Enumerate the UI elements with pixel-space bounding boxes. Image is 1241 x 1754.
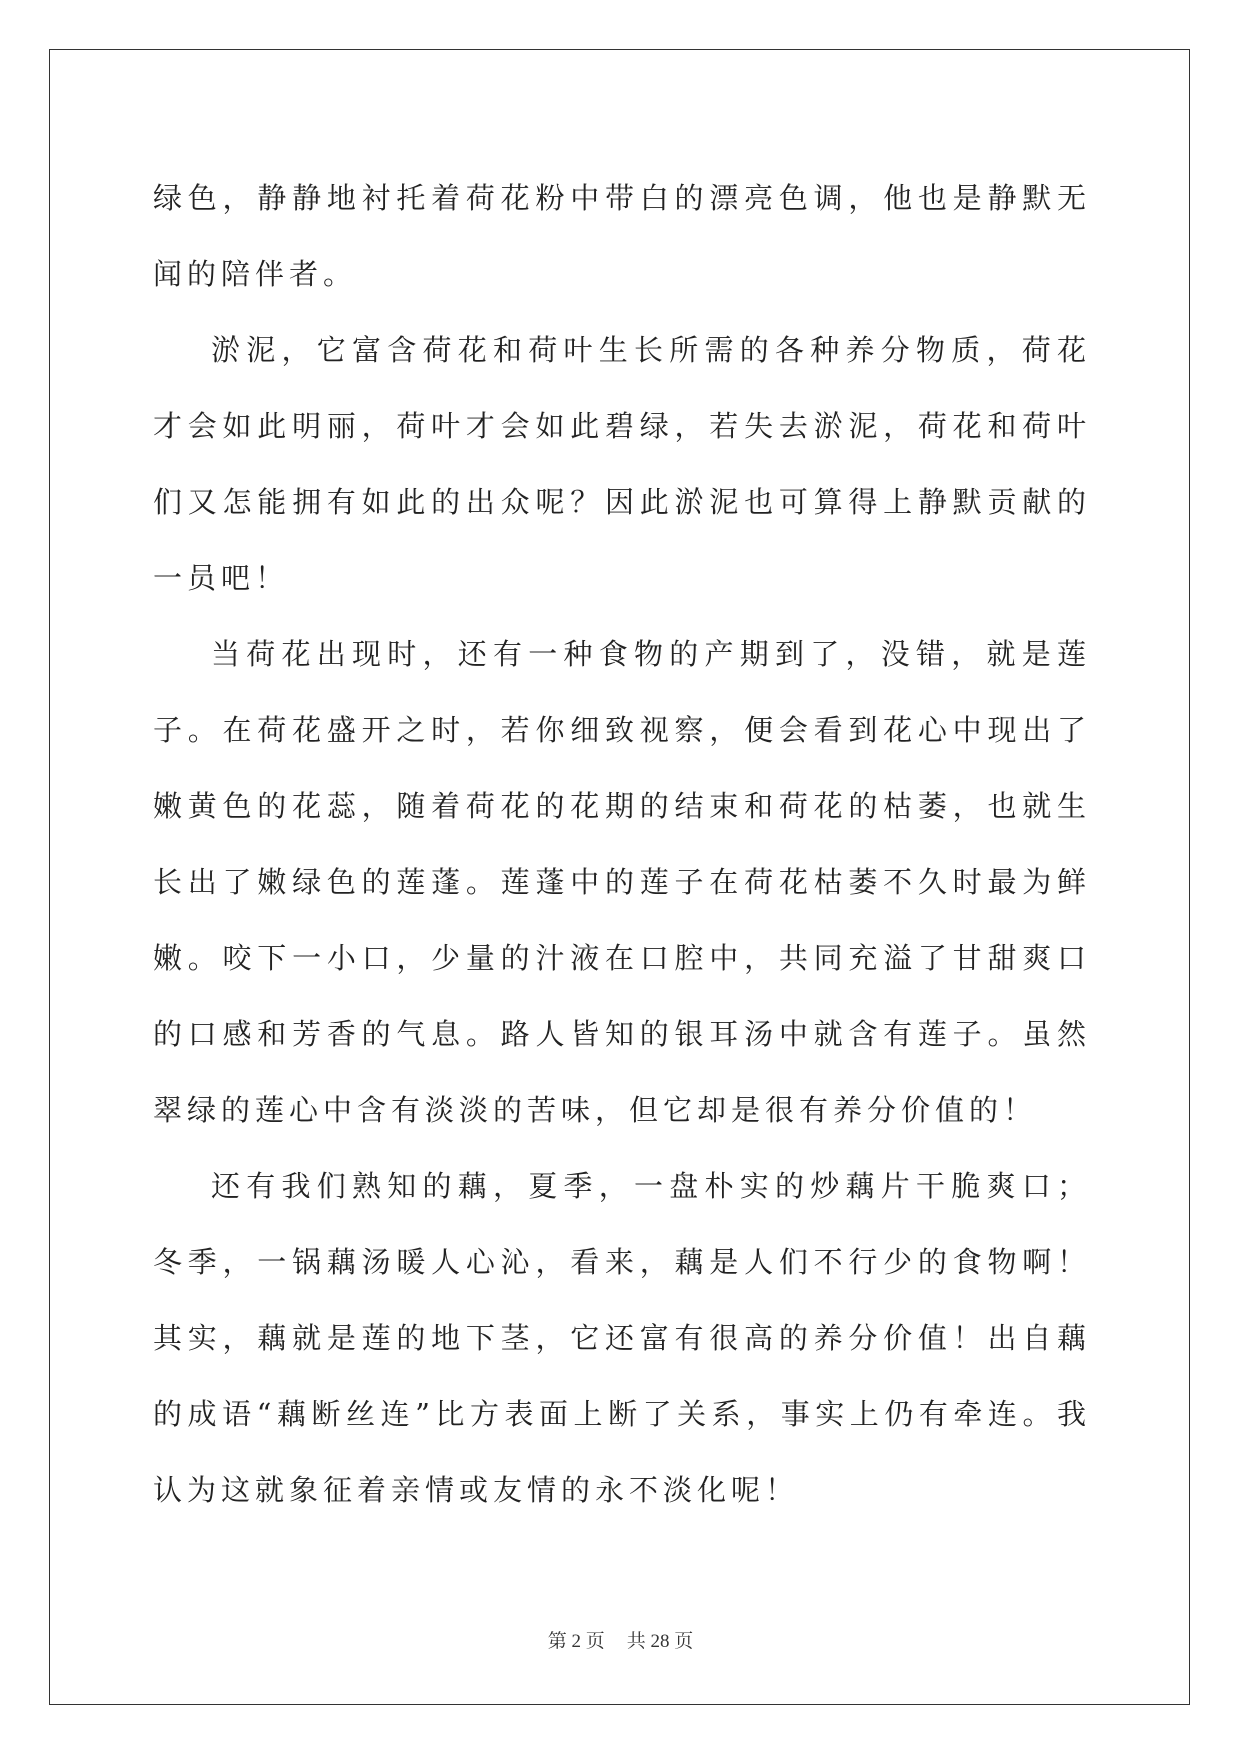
document-body — [153, 160, 1091, 1528]
page-footer — [0, 1626, 1241, 1653]
page-number: 第 2 页 — [547, 1631, 605, 1652]
paragraph-1: 绿色，静静地衬托着荷花粉中带白的漂亮色调，他也是静默无闻的陪伴者。 — [153, 181, 1091, 291]
paragraph-4: 还有我们熟知的藕，夏季，一盘朴实的炒藕片干脆爽口；冬季，一锅藕汤暖人心沁，看来，藕是人们不行少的食物啊！其实，藕就是莲的地下茎，它还富有很高的养分价值！出自藕的成语“藕断丝连”比方表面上断了关系，事实上仍有牵连。我认为这就象征着亲情或友情的永不淡化呢！ — [153, 1169, 1091, 1507]
paragraph-3: 当荷花出现时，还有一种食物的产期到了，没错，就是莲子。在荷花盛开之时，若你细致视察，便会看到花心中现出了嫩黄色的花蕊，随着荷花的花期的结束和荷花的枯萎，也就生长出了嫩绿色的莲蓬。莲蓬中的莲子在荷花枯萎不久时最为鲜嫩。咬下一小口，少量的汁液在口腔中，共同充溢了甘甜爽口的口感和芳香的气息。路人皆知的银耳汤中就含有莲子。虽然翠绿的莲心中含有淡淡的苦味，但它却是很有养分价值的！ — [153, 637, 1091, 1127]
total-pages: 共 28 页 — [626, 1631, 694, 1652]
paragraph-2: 淤泥，它富含荷花和荷叶生长所需的各种养分物质，荷花才会如此明丽，荷叶才会如此碧绿，若失去淤泥，荷花和荷叶们又怎能拥有如此的出众呢？因此淤泥也可算得上静默贡献的一员吧！ — [153, 333, 1091, 595]
